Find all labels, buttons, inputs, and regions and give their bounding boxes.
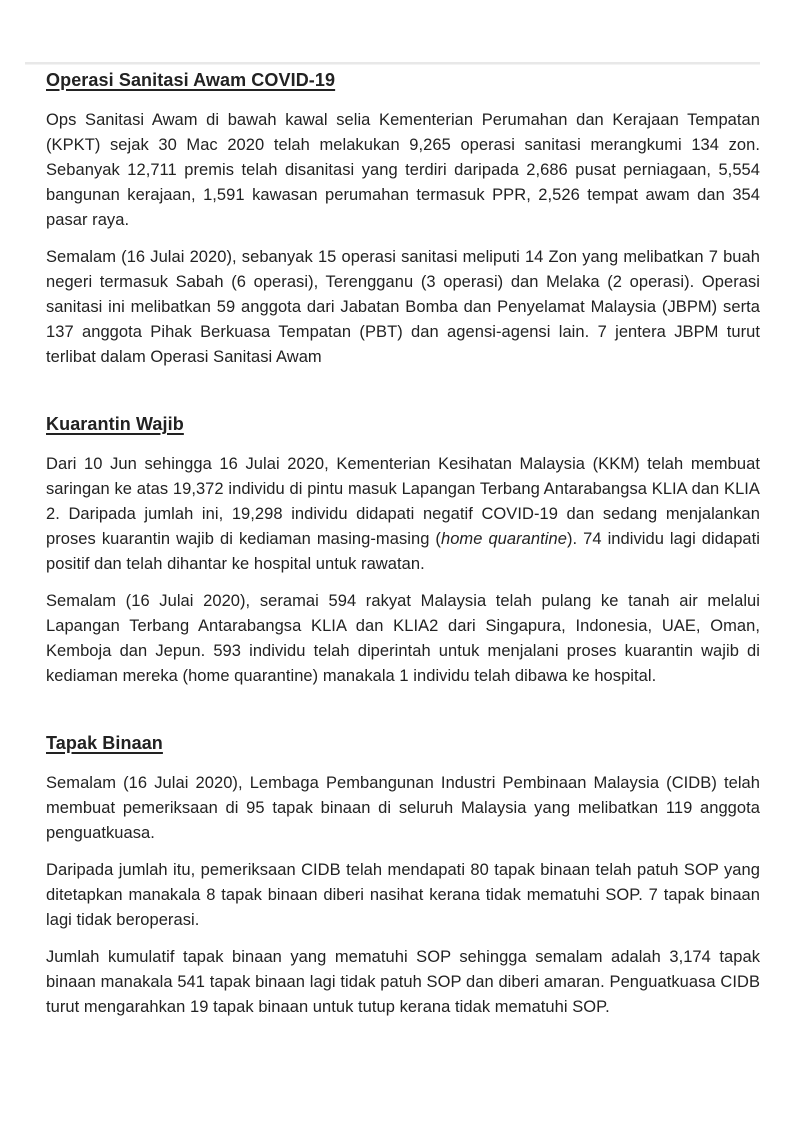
- paragraph-tapak-pemeriksaan: Semalam (16 Julai 2020), Lembaga Pembangunan Industri Pembinaan Malaysia (CIDB) telah membuat pemeriksaan di 95 tapak binaan di seluruh Malaysia yang melibatkan 119 anggota penguatkuasa.: [46, 774, 760, 842]
- section-heading-operasi-sanitasi-awam: Operasi Sanitasi Awam COVID-19: [46, 70, 336, 90]
- paragraph-run-after-italic: ). 74 individu lagi didapati positif dan telah dihantar ke hospital untuk rawatan.: [46, 530, 761, 573]
- section-heading-kuarantin-wajib: Kuarantin Wajib: [46, 414, 184, 434]
- paragraph-tapak-patuh-sop: Daripada jumlah itu, pemeriksaan CIDB telah mendapati 80 tapak binaan telah patuh SOP yang ditetapkan manakala 8 tapak binaan diberi nasihat kerana tidak mematuhi SOP. 7 tapak binaan lagi tidak beroperasi.: [46, 861, 760, 929]
- italic-term-home-quarantine: home quarantine: [440, 530, 567, 548]
- section-kuarantin-wajib: [46, 413, 760, 689]
- paragraph-kuarantin-saringan: [46, 452, 760, 577]
- paragraph-sanitasi-summary: Ops Sanitasi Awam di bawah kawal selia Kementerian Perumahan dan Kerajaan Tempatan (KPKT) sejak 30 Mac 2020 telah melakukan 9,265 operasi sanitasi merangkumi 134 zon. Sebanyak 12,711 premis telah disanitasi yang terdiri daripada 2,686 pusat perniagaan, 5,554 bangunan kerajaan, 1,591 kawasan perumahan termasuk PPR, 2,526 tempat awam dan 354 pasar raya.: [46, 111, 760, 229]
- section-heading-tapak-binaan: Tapak Binaan: [46, 733, 163, 753]
- document-content: [46, 0, 760, 1020]
- section-operasi-sanitasi-awam: [46, 69, 760, 370]
- paragraph-tapak-kumulatif: Jumlah kumulatif tapak binaan yang mematuhi SOP sehingga semalam adalah 3,174 tapak binaan manakala 541 tapak binaan lagi tidak patuh SOP dan diberi amaran. Penguatkuasa CIDB turut mengarahkan 19 tapak binaan untuk tutup kerana tidak mematuhi SOP.: [46, 948, 760, 1016]
- paragraph-kuarantin-semalam: Semalam (16 Julai 2020), seramai 594 rakyat Malaysia telah pulang ke tanah air melalui Lapangan Terbang Antarabangsa KLIA dan KLIA2 dari Singapura, Indonesia, UAE, Oman, Kemboja dan Jepun. 593 individu telah diperintah untuk menjalani proses kuarantin wajib di kediaman mereka (home quarantine) manakala 1 individu telah dibawa ke hospital.: [46, 592, 760, 685]
- paragraph-sanitasi-semalam: Semalam (16 Julai 2020), sebanyak 15 operasi sanitasi meliputi 14 Zon yang melibatkan 7 buah negeri termasuk Sabah (6 operasi), Terengganu (3 operasi) dan Melaka (2 operasi). Operasi sanitasi ini melibatkan 59 anggota dari Jabatan Bomba dan Penyelamat Malaysia (JBPM) serta 137 anggota Pihak Berkuasa Tempatan (PBT) dan agensi-agensi lain. 7 jentera JBPM turut terlibat dalam Operasi Sanitasi Awam: [46, 248, 760, 366]
- paragraph-run-before-italic: Dari 10 Jun sehingga 16 Julai 2020, Kementerian Kesihatan Malaysia (KKM) telah membuat saringan ke atas 19,372 individu di pintu masuk Lapangan Terbang Antarabangsa KLIA dan KLIA 2. Daripada jumlah ini, 19,298 individu didapati negatif COVID-19 dan sedang menjalankan proses kuarantin wajib di kediaman masing-masing (: [46, 455, 760, 548]
- section-tapak-binaan: [46, 732, 760, 1020]
